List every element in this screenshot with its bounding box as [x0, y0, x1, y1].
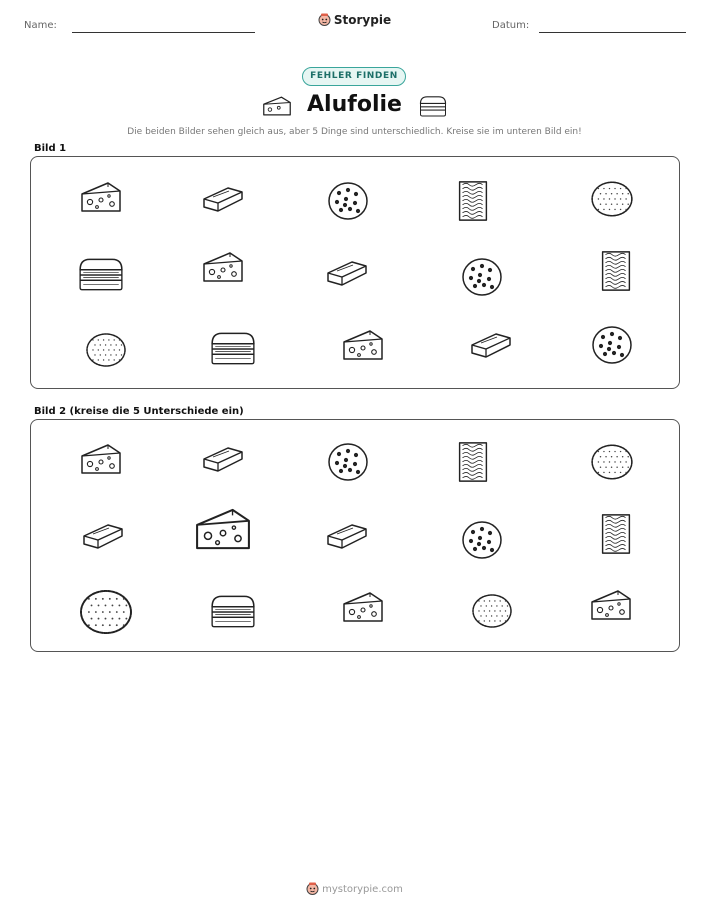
sandwich-icon	[209, 329, 257, 367]
cookie-icon	[589, 325, 635, 365]
sandwich-icon[interactable]	[209, 592, 257, 630]
granola-bar-icon[interactable]	[456, 440, 490, 484]
cheese-icon	[341, 327, 385, 363]
cracker-icon	[83, 331, 129, 369]
date-label: Datum:	[492, 20, 530, 31]
date-line[interactable]	[539, 32, 686, 33]
cheese-icon	[79, 179, 123, 215]
cookie-icon	[459, 257, 505, 297]
granola-bar-icon	[599, 249, 633, 293]
sandwich-icon	[77, 255, 125, 293]
brand-name: Storypie	[333, 13, 392, 27]
picture-1-panel	[30, 156, 680, 389]
cracker-icon[interactable]	[469, 592, 515, 630]
cookie-icon[interactable]	[459, 520, 505, 560]
cookie-icon[interactable]	[325, 442, 371, 482]
storypie-logo-icon	[306, 882, 319, 895]
butter-icon	[201, 183, 245, 215]
cracker-icon	[589, 179, 635, 219]
footer-site: mystorypie.com	[322, 884, 403, 895]
granola-bar-icon	[456, 179, 490, 223]
footer	[0, 882, 709, 895]
granola-bar-icon[interactable]	[599, 512, 633, 556]
cheese-icon[interactable]	[341, 589, 385, 625]
picture-2-panel[interactable]	[30, 419, 680, 652]
cracker-icon[interactable]	[589, 442, 635, 482]
cheese-icon[interactable]	[193, 502, 253, 556]
picture-2-label: Bild 2 (kreise die 5 Unterschiede ein)	[34, 406, 244, 417]
sandwich-icon	[418, 94, 448, 118]
butter-icon[interactable]	[201, 443, 245, 475]
cheese-icon[interactable]	[589, 587, 633, 623]
storypie-logo-icon	[318, 13, 331, 26]
instructions: Die beiden Bilder sehen gleich aus, aber 5 Dinge sind unterschiedlich. Kreise sie im unteren Bild ein!	[127, 127, 582, 137]
cookie-icon	[325, 181, 371, 221]
butter-icon	[325, 257, 369, 289]
butter-icon[interactable]	[325, 520, 369, 552]
page-title: Alufolie	[307, 92, 402, 117]
butter-icon	[469, 329, 513, 361]
cheese-icon	[201, 249, 245, 285]
name-label: Name:	[24, 20, 57, 31]
brand	[0, 13, 709, 27]
cheese-icon[interactable]	[79, 441, 123, 477]
butter-icon[interactable]	[81, 520, 125, 552]
category-badge: FEHLER FINDEN	[302, 67, 406, 86]
name-line[interactable]	[72, 32, 255, 33]
picture-1-label: Bild 1	[34, 143, 67, 154]
cracker-icon[interactable]	[75, 587, 137, 637]
